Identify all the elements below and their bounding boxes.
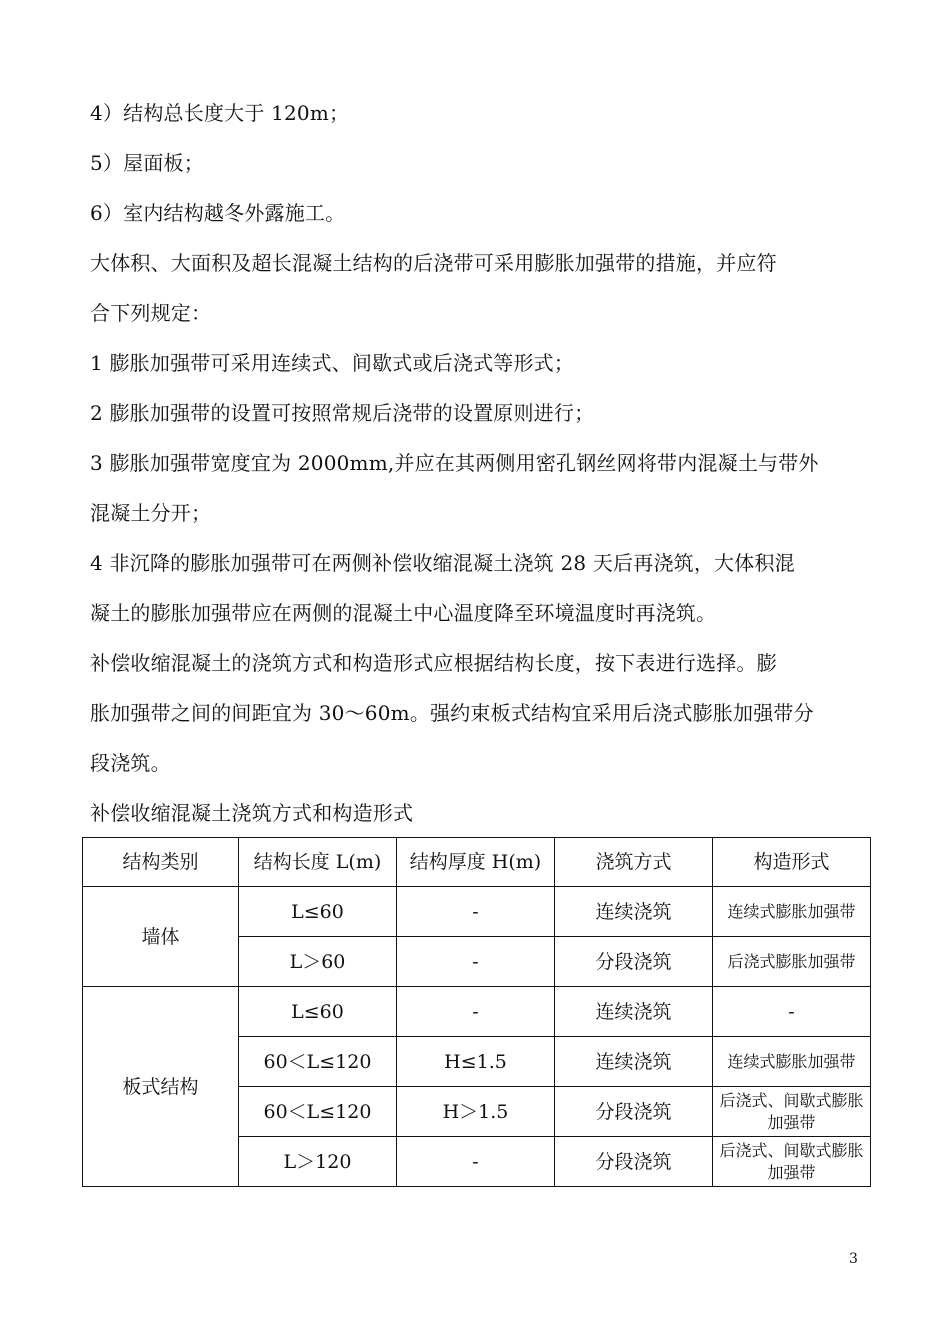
thickness-cell: - (397, 987, 555, 1037)
length-cell: L≤60 (239, 987, 397, 1037)
length-cell: 60＜L≤120 (239, 1037, 397, 1087)
form-cell: 后浇式膨胀加强带 (713, 937, 871, 987)
header-form: 构造形式 (713, 838, 871, 887)
length-cell: L＞120 (239, 1137, 397, 1187)
paragraph-line: 段浇筑。 (90, 751, 171, 775)
rule-item-4-cont: 凝土的膨胀加强带应在两侧的混凝土中心温度降至环境温度时再浇筑。 (90, 601, 717, 625)
thickness-cell: - (397, 1137, 555, 1187)
rule-item-4: 4 非沉降的膨胀加强带可在两侧补偿收缩混凝土浇筑 28 天后再浇筑，大体积混 (90, 551, 795, 575)
paragraph-line: 大体积、大面积及超长混凝土结构的后浇带可采用膨胀加强带的措施，并应符 (90, 251, 777, 275)
table-row (83, 887, 871, 937)
pouring-method-table (82, 837, 871, 1187)
rule-item-3: 3 膨胀加强带宽度宜为 2000mm,并应在其两侧用密孔钢丝网将带内混凝土与带外 (90, 451, 819, 475)
form-cell: 后浇式、间歇式膨胀加强带 (713, 1137, 871, 1187)
method-cell: 分段浇筑 (555, 937, 713, 987)
header-category: 结构类别 (83, 838, 239, 887)
form-cell: 连续式膨胀加强带 (713, 887, 871, 937)
table-caption: 补偿收缩混凝土浇筑方式和构造形式 (90, 801, 414, 825)
category-cell-slab: 板式结构 (83, 987, 239, 1187)
form-cell: 后浇式、间歇式膨胀加强带 (713, 1087, 871, 1137)
header-length: 结构长度 L(m) (239, 838, 397, 887)
header-method: 浇筑方式 (555, 838, 713, 887)
form-cell: - (713, 987, 871, 1037)
rule-item-1: 1 膨胀加强带可采用连续式、间歇式或后浇式等形式； (90, 351, 575, 375)
rule-item-3-cont: 混凝土分开； (90, 501, 212, 525)
rule-item-2: 2 膨胀加强带的设置可按照常规后浇带的设置原则进行； (90, 401, 595, 425)
thickness-cell: H≤1.5 (397, 1037, 555, 1087)
list-item-5: 5）屋面板； (90, 151, 204, 175)
form-cell: 连续式膨胀加强带 (713, 1037, 871, 1087)
table-header-row (83, 838, 871, 887)
list-item-4: 4）结构总长度大于 120m； (90, 101, 350, 125)
length-cell: 60＜L≤120 (239, 1087, 397, 1137)
method-cell: 连续浇筑 (555, 887, 713, 937)
page-number: 3 (849, 1251, 858, 1267)
category-cell-wall: 墙体 (83, 887, 239, 987)
method-cell: 连续浇筑 (555, 987, 713, 1037)
method-cell: 分段浇筑 (555, 1087, 713, 1137)
header-thickness: 结构厚度 H(m) (397, 838, 555, 887)
list-item-6: 6）室内结构越冬外露施工。 (90, 201, 346, 225)
paragraph-line: 合下列规定： (90, 301, 212, 325)
thickness-cell: - (397, 937, 555, 987)
method-cell: 连续浇筑 (555, 1037, 713, 1087)
table-row (83, 987, 871, 1037)
paragraph-line: 胀加强带之间的间距宜为 30～60m。强约束板式结构宜采用后浇式膨胀加强带分 (90, 701, 814, 725)
length-cell: L＞60 (239, 937, 397, 987)
thickness-cell: - (397, 887, 555, 937)
method-cell: 分段浇筑 (555, 1137, 713, 1187)
length-cell: L≤60 (239, 887, 397, 937)
paragraph-line: 补偿收缩混凝土的浇筑方式和构造形式应根据结构长度，按下表进行选择。膨 (90, 651, 777, 675)
thickness-cell: H＞1.5 (397, 1087, 555, 1137)
